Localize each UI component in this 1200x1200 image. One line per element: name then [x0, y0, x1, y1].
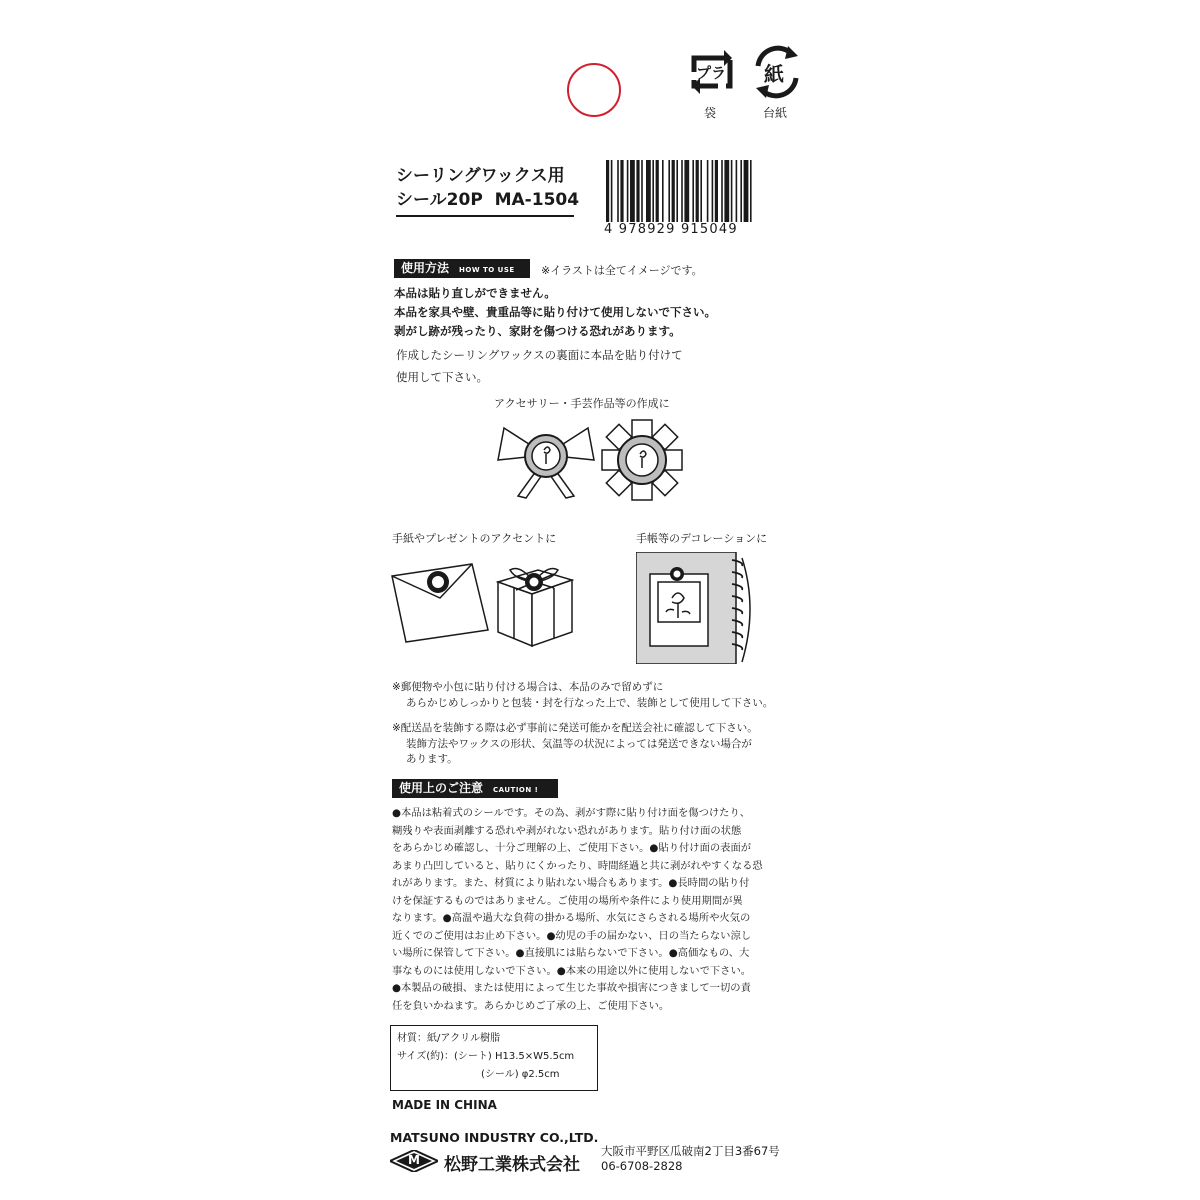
note-line: あらかじめしっかりと包装・封を行なった上で、装飾として使用して下さい。 [406, 696, 774, 709]
caution-line: ●本品は粘着式のシールです。その為、剥がす際に貼り付け面を傷つけたり、 [392, 807, 751, 819]
size-sheet-line: サイズ(約)：(シート) H13.5×W5.5cm [397, 1051, 575, 1062]
shipping-notes [392, 680, 773, 768]
caution-line: 糊残りや表面剥離する恐れや剥がれない恐れがあります。貼り付け面の状態 [392, 824, 742, 837]
company-phone: 06-6708-2828 [601, 1159, 683, 1173]
company-address: 大阪市平野区瓜破南2丁目3番67号 [601, 1144, 780, 1158]
paper-recycle-icon [748, 44, 806, 100]
how-to-use-title-en: HOW TO USE [459, 266, 515, 274]
pla-mark-label: プラ [696, 64, 727, 82]
accessory-caption: アクセサリー・手芸作品等の作成に [494, 397, 670, 410]
caution-line: い場所に保管して下さい。●直接肌には貼らないで下さい。●高価なもの、大 [392, 947, 750, 959]
how-to-use-header [394, 259, 530, 278]
company-logo-letter: M [408, 1153, 420, 1167]
product-title-line1: シーリングワックス用 [396, 166, 565, 186]
pla-recycle-icon [684, 44, 740, 100]
company-name-ja: 松野工業株式会社 [444, 1155, 580, 1175]
company-name-en: MATSUNO INDUSTRY CO.,LTD. [390, 1130, 599, 1145]
caution-line: れがあります。また、材質により貼れない場合もあります。●長時間の貼り付 [392, 877, 750, 889]
caution-line: けを保証するものではありません。ご使用の場所や条件により使用期間が異 [392, 894, 743, 907]
caution-line: なります。●高温や過大な負荷の掛かる場所、水気にさらされる場所や火気の [392, 912, 751, 924]
caution-line: 近くでのご使用はお止め下さい。●幼児の手の届かない、日の当たらない涼し [392, 929, 752, 942]
notebook-caption: 手帳等のデコレーションに [636, 532, 768, 545]
warning-line: 剥がし跡が残ったり、家財を傷つける恐れがあります。 [394, 324, 681, 338]
caution-title-en: CAUTION ! [493, 786, 539, 794]
warning-line: 本品を家具や壁、貴重品等に貼り付けて使用しないで下さい。 [394, 305, 716, 319]
caution-text [392, 805, 763, 1015]
instruction-line: 作成したシーリングワックスの裏面に本品を貼り付けて [396, 348, 683, 362]
product-title-line2: シール20P MA-1504 [396, 190, 580, 210]
caution-line: 任を負いかねます。あらかじめご了承の上、ご使用下さい。 [392, 999, 670, 1012]
title-underline [396, 215, 574, 217]
instruction-line: 使用して下さい。 [396, 370, 488, 384]
material-line: 材質：紙/アクリル樹脂 [397, 1033, 501, 1044]
note-line: ※郵便物や小包に貼り付ける場合は、本品のみで留めずに [392, 681, 664, 693]
envelope-illustration [388, 554, 490, 650]
warning-line: 本品は貼り直しができません。 [394, 286, 556, 300]
note-line: ※配送品を装飾する際は必ず事前に発送可能かを配送会社に確認して下さい。 [392, 722, 758, 734]
hang-hole [567, 63, 621, 117]
size-seal-line: (シール) φ2.5cm [481, 1069, 560, 1080]
letter-caption: 手紙やプレゼントのアクセントに [392, 532, 557, 545]
note-line: あります。 [406, 753, 458, 765]
gift-box-illustration [494, 552, 576, 650]
paper-caption: 台紙 [763, 106, 788, 120]
spec-box [390, 1025, 598, 1091]
paper-mark-label: 紙 [764, 62, 784, 86]
company-logo [390, 1150, 438, 1172]
barcode-number: 4 978929 915049 [604, 222, 738, 237]
ribbon-bow-illustration [496, 420, 596, 500]
caution-title: 使用上のご注意 [399, 781, 484, 795]
pla-caption: 袋 [704, 106, 717, 120]
barcode [606, 160, 796, 222]
caution-line: あまり凸凹していると、貼りにくかったり、時間経過と共に剥がれやすくなる恐 [392, 859, 763, 872]
how-to-use-title: 使用方法 [401, 261, 450, 275]
origin-label: MADE IN CHINA [392, 1098, 497, 1112]
notebook-illustration [636, 552, 760, 664]
caution-line: をあらかじめ確認し、十分ご理解の上、ご使用下さい。●貼り付け面の表面が [392, 842, 752, 854]
rosette-illustration [600, 418, 684, 502]
caution-line: ●本製品の破損、または使用によって生じた事故や損害につきまして一切の責 [392, 982, 751, 994]
note-line: 装飾方法やワックスの形状、気温等の状況によっては発送できない場合が [406, 737, 752, 750]
caution-line: 事なものには使用しないで下さい。●本来の用途以外に使用しないで下さい。 [392, 964, 752, 977]
illustration-note: ※イラストは全てイメージです。 [541, 264, 703, 277]
caution-header [392, 779, 558, 798]
